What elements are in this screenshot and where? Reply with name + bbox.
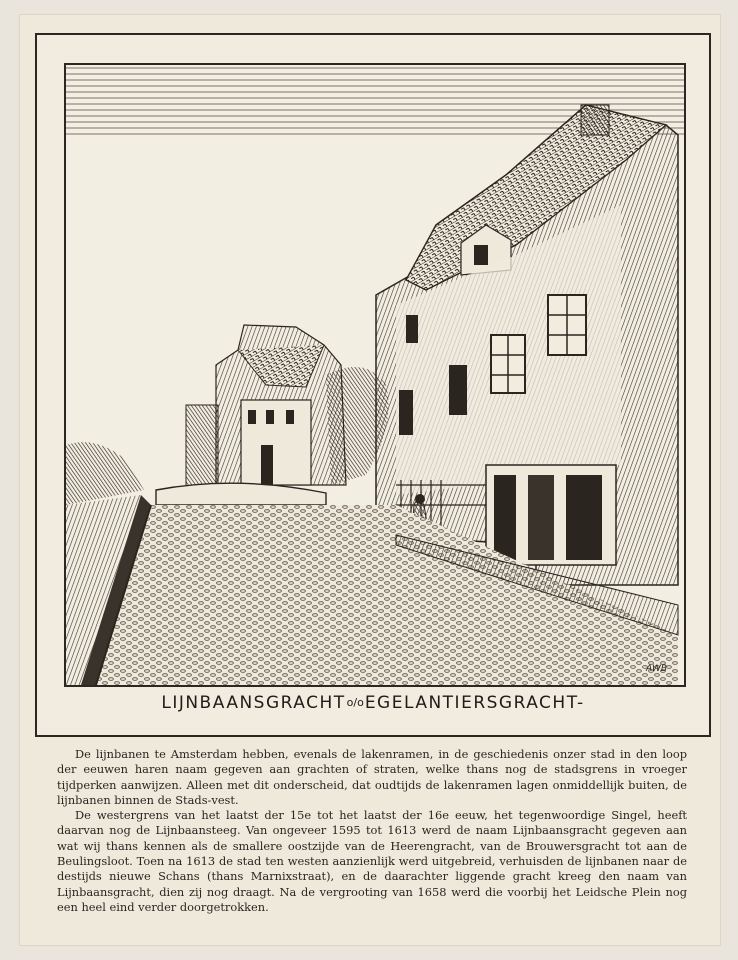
- engraving: [64, 63, 686, 687]
- canal-street-engraving: [66, 65, 684, 685]
- engraving-caption: [37, 693, 709, 713]
- article-text: [57, 747, 687, 915]
- paragraph-1: De lijnbanen te Amsterdam hebben, evenals de lakenramen, in de geschiedenis onzer stad in den loop der eeuwen haren naam gegeven aan grachten of straten, welke thans nog de stadsgrens in vroeger tijdperken aanwijzen. Alleen met dit onderscheid, dat oudtijds de lakenramen lagen onmiddellijk buiten, de lijnbanen binnen de Stads-vest.: [57, 747, 687, 807]
- caption-separator: o/o: [346, 696, 364, 709]
- paragraph-2: De westergrens van het laatst der 15e tot het laatst der 16e eeuw, het tegenwoordige Singel, heeft daarvan nog de Lijnbaansteeg. Van ongeveer 1595 tot 1613 werd de naam Lijnbaansgracht gegeven aan wat wij thans kennen als de smallere oostzijde van de Heerengracht, van de Brouwersgracht tot aan de Beulingsloot. Toen na 1613 de stad ten westen aanzienlijk werd uitgebreid, verhuisden de lijnbanen naar de destijds nieuwe Schans (thans Marnixstraat), en de daarachter liggende gracht kreeg den naam van Lijnbaansgracht, dien zij nog draagt. Na de vergrooting van 1658 werd die voorbij het Leidsche Plein nog een heel eind verder doorgetrokken.: [57, 808, 687, 914]
- clipping-sheet: [20, 15, 720, 945]
- caption-left: LIJNBAANSGRACHT: [161, 693, 346, 713]
- caption-right: EGELANTIERSGRACHT-: [364, 693, 585, 713]
- illustration-frame: [35, 33, 711, 737]
- shop-fronts: [486, 465, 616, 565]
- artist-signature: AWB: [646, 664, 668, 674]
